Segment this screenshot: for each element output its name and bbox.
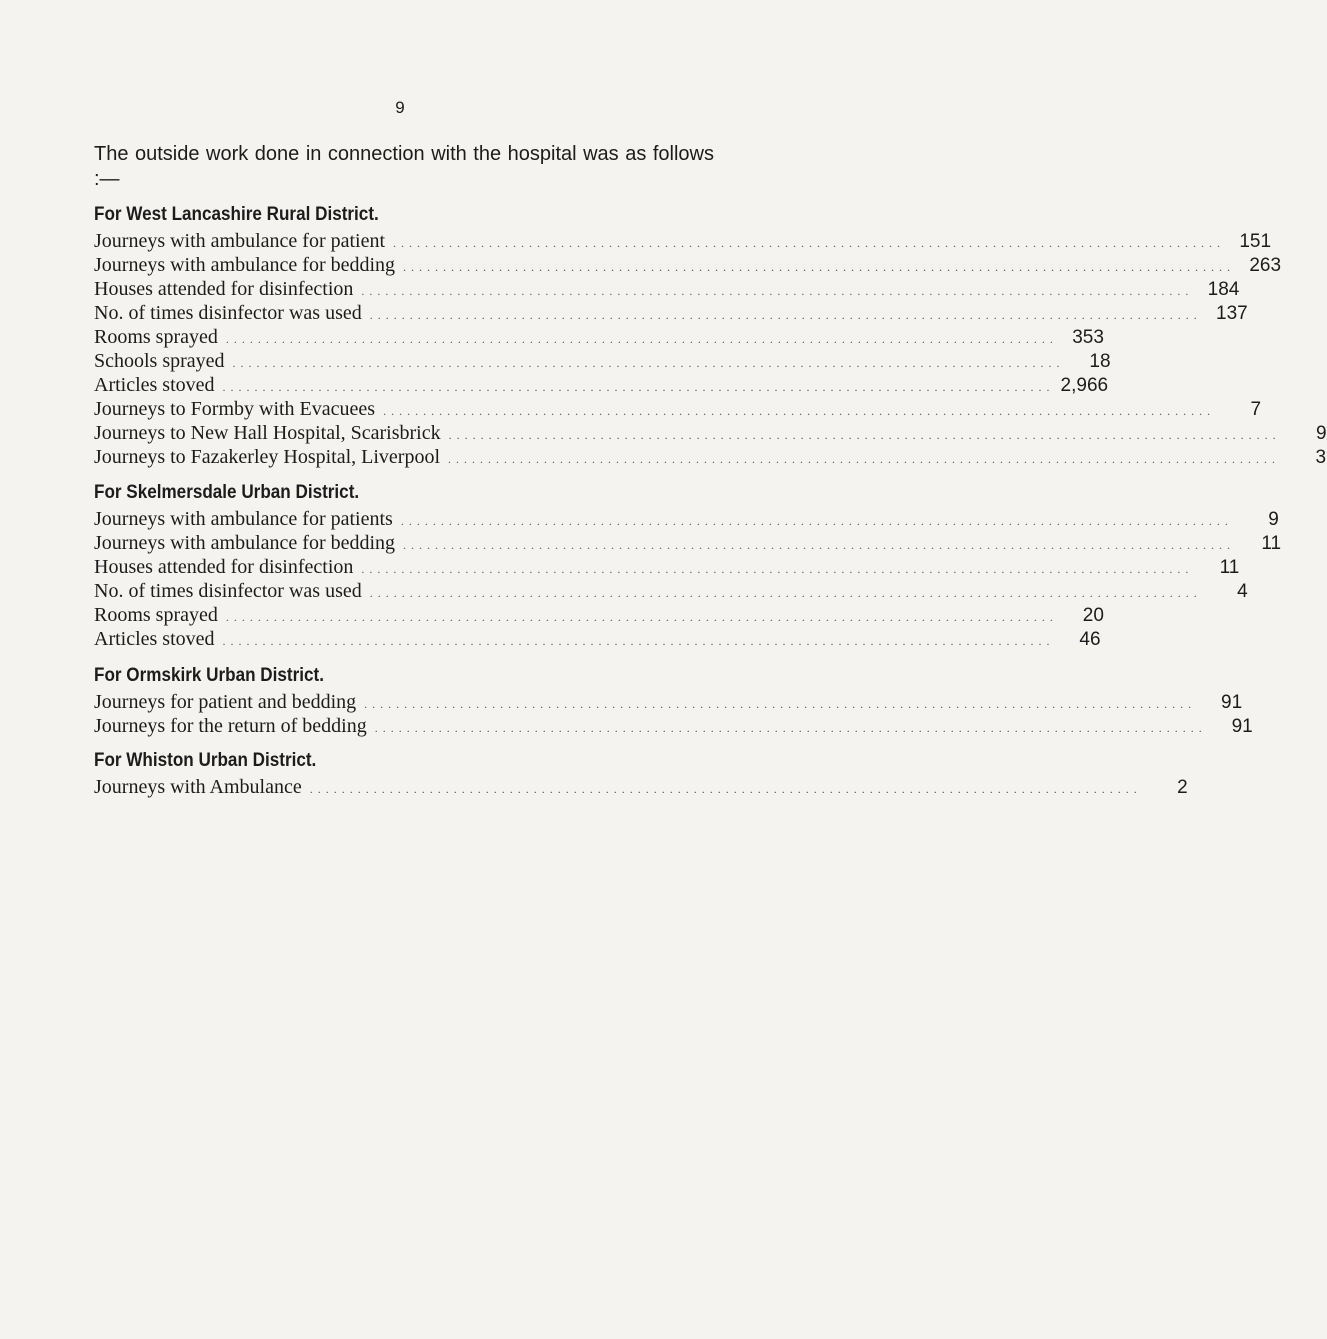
dot-leader: ........................................................................................................ (361, 284, 1194, 298)
table-row (94, 349, 1111, 373)
row-value: 11 (1219, 557, 1240, 578)
dot-leader: ........................................................................................................ (364, 697, 1197, 711)
row-label: Journeys to Fazakerley Hospital, Liverpool (94, 446, 441, 468)
page-number: 9 (395, 98, 405, 117)
row-label: Journeys to Formby with Evacuees (94, 398, 376, 420)
row-label: Articles stoved (94, 374, 215, 396)
intro-paragraph: The outside work done in connection with the hospital was as follows :— (94, 143, 714, 190)
row-value: 9 (1316, 423, 1327, 444)
row-label: Houses attended for disinfection (94, 278, 354, 300)
dot-leader: ........................................................................................................ (232, 356, 1065, 370)
dot-leader: ........................................................................................................ (369, 586, 1202, 600)
table-row (94, 397, 1262, 421)
dot-leader: ........................................................................................................ (309, 782, 1142, 796)
row-value: 9 (1268, 509, 1279, 530)
row-value: 91 (1221, 692, 1243, 713)
row-value: 353 (1072, 327, 1104, 348)
row-label: Schools sprayed (94, 350, 225, 372)
section-heading: For Skelmersdale Urban District. (94, 482, 360, 503)
table-row (94, 373, 1109, 397)
row-label: Houses attended for disinfection (94, 556, 354, 578)
table-row (94, 531, 1282, 555)
row-label: Journeys with Ambulance (94, 776, 302, 798)
table-row (94, 229, 1272, 253)
dot-leader: ........................................................................................................ (374, 721, 1207, 735)
row-value: 137 (1216, 303, 1248, 324)
row-value: 4 (1237, 581, 1248, 602)
row-label: Rooms sprayed (94, 604, 218, 626)
row-label: Journeys with ambulance for bedding (94, 532, 396, 554)
table-row (94, 253, 1282, 277)
table-row (94, 277, 1240, 301)
dot-leader: ........................................................................................................ (393, 236, 1226, 250)
section-skelmersdale (94, 481, 1282, 651)
dot-leader: ........................................................................................................ (369, 308, 1202, 322)
table-row (94, 690, 1243, 714)
row-value: 7 (1250, 399, 1262, 420)
table-row (94, 421, 1327, 445)
section-whiston (94, 749, 1188, 799)
table-row (94, 445, 1327, 469)
table-row (94, 603, 1104, 627)
row-value: 151 (1239, 231, 1272, 252)
table-row (94, 325, 1104, 349)
row-value: 91 (1231, 716, 1253, 737)
row-value: 263 (1249, 255, 1282, 276)
dot-leader: ........................................................................................................ (222, 634, 1055, 648)
row-label: No. of times disinfector was used (94, 302, 362, 324)
section-west-lancashire (94, 203, 1327, 469)
row-label: Journeys with ambulance for patient (94, 230, 386, 252)
row-label: Journeys to New Hall Hospital, Scarisbrick (94, 422, 441, 444)
table-row (94, 775, 1188, 799)
row-value: 20 (1082, 605, 1104, 626)
dot-leader: ........................................................................................................ (361, 562, 1194, 576)
row-label: Journeys with ambulance for bedding (94, 254, 396, 276)
row-label: Journeys for the return of bedding (94, 715, 367, 737)
row-value: 11 (1261, 533, 1282, 554)
section-ormskirk (94, 664, 1253, 738)
row-label: No. of times disinfector was used (94, 580, 362, 602)
dot-leader: ........................................................................................................ (383, 404, 1216, 418)
table-row (94, 579, 1248, 603)
dot-leader: ........................................................................................................ (448, 428, 1281, 442)
row-label: Articles stoved (94, 628, 215, 650)
dot-leader: ........................................................................................................ (403, 538, 1236, 552)
dot-leader: ........................................................................................................ (403, 260, 1236, 274)
table-row (94, 301, 1248, 325)
row-value: 2 (1177, 777, 1188, 798)
row-label: Journeys with ambulance for patients (94, 508, 393, 530)
section-heading: For West Lancashire Rural District. (94, 204, 379, 225)
table-row (94, 555, 1240, 579)
table-row (94, 507, 1279, 531)
dot-leader: ........................................................................................................ (448, 452, 1281, 466)
table-row (94, 627, 1101, 651)
table-row (94, 714, 1253, 738)
dot-leader: ........................................................................................................ (225, 332, 1058, 346)
dot-leader: ........................................................................................................ (400, 514, 1233, 528)
row-label: Rooms sprayed (94, 326, 218, 348)
section-heading: For Whiston Urban District. (94, 750, 317, 771)
dot-leader: ........................................................................................................ (222, 380, 1055, 394)
row-label: Journeys for patient and bedding (94, 691, 357, 713)
section-heading: For Ormskirk Urban District. (94, 665, 324, 686)
row-value: 18 (1089, 351, 1111, 372)
row-value: 3 (1315, 447, 1327, 468)
row-value: 2,966 (1060, 375, 1109, 396)
row-value: 184 (1207, 279, 1240, 300)
dot-leader: ........................................................................................................ (225, 610, 1058, 624)
row-value: 46 (1079, 629, 1101, 650)
